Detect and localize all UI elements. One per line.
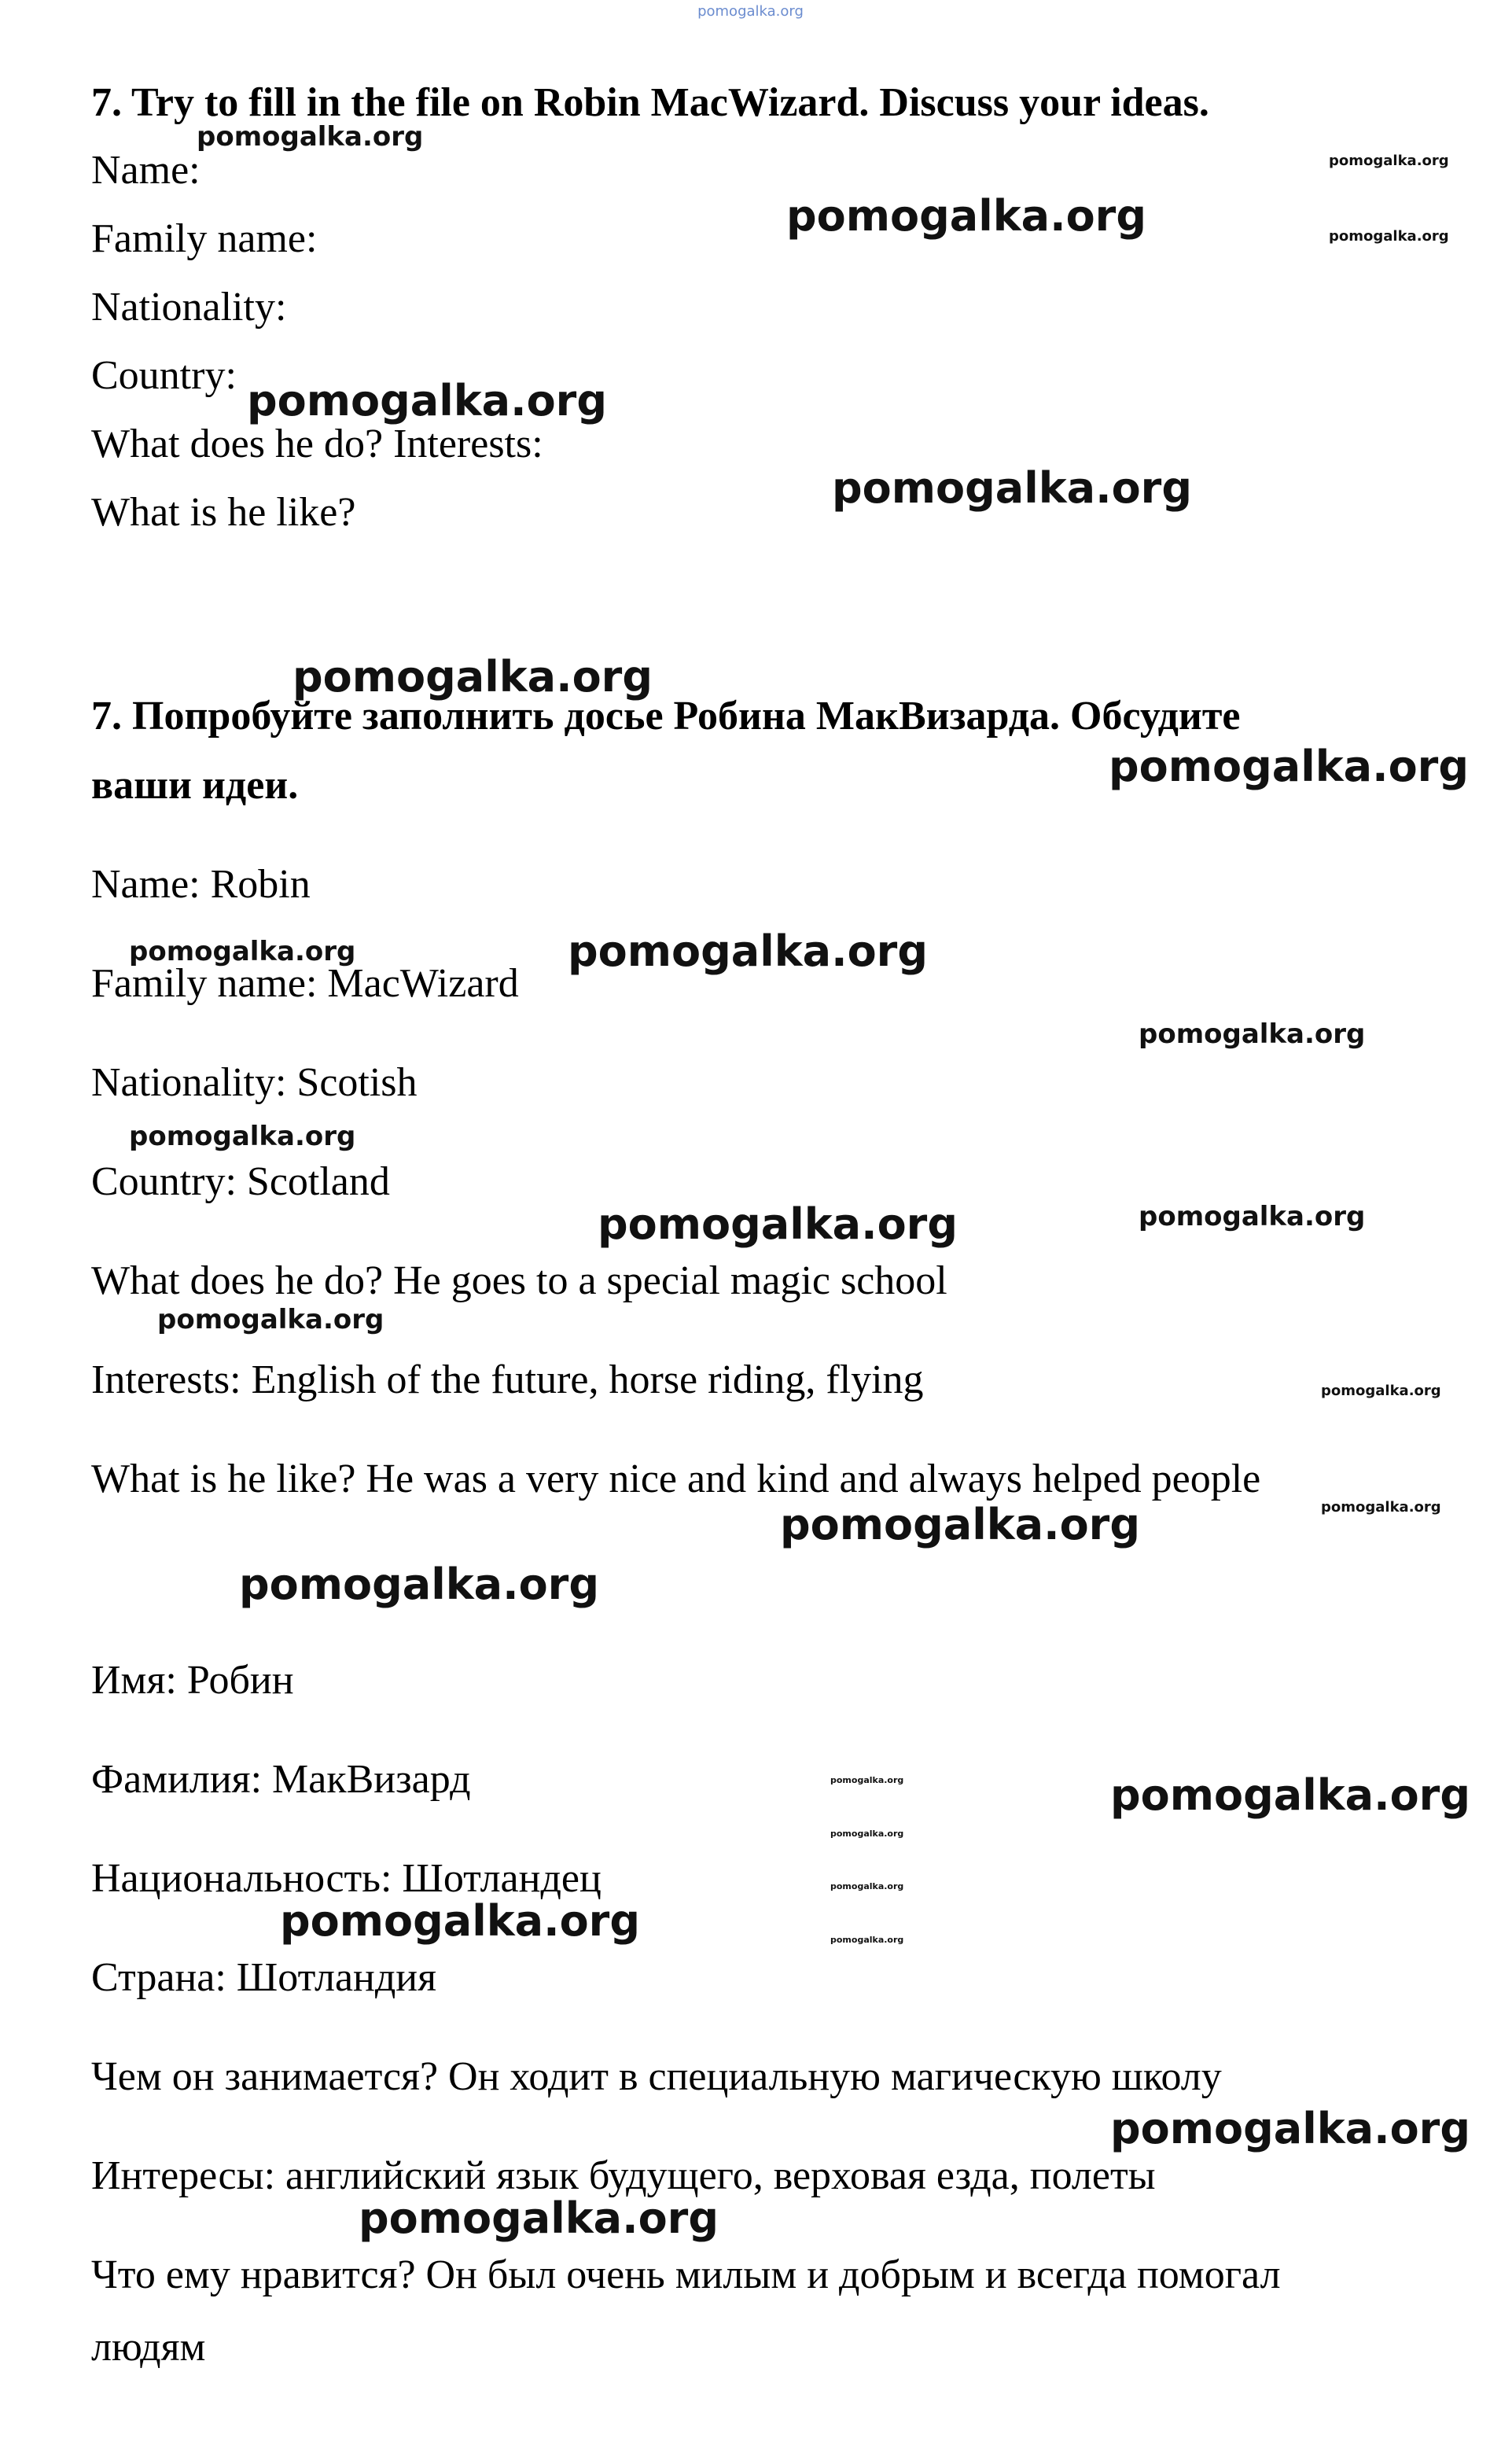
field-what-does-he-do: What does he do? Interests: <box>91 422 543 466</box>
answer-ru-line: Фамилия: МакВизард <box>91 1757 471 1802</box>
watermark: pomogalka.org <box>1109 742 1469 791</box>
watermark: pomogalka.org <box>786 191 1146 241</box>
watermark: pomogalka.org <box>1329 153 1449 169</box>
watermark: pomogalka.org <box>830 1775 904 1785</box>
answer-ru-line: Национальность: Шотландец <box>91 1856 602 1901</box>
answer-ru-line: Что ему нравится? Он был очень милым и добрым и всегда помогал <box>91 2252 1281 2297</box>
answer-en-line: Country: Scotland <box>91 1159 390 1204</box>
watermark: pomogalka.org <box>1139 1201 1366 1232</box>
watermark: pomogalka.org <box>157 1304 384 1335</box>
answer-en-line: What is he like? He was a very nice and kind and always helped people <box>91 1457 1261 1501</box>
answer-ru-line: людям <box>91 2325 206 2370</box>
answer-en-line: Nationality: Scotish <box>91 1060 418 1105</box>
watermark: pomogalka.org <box>830 1881 904 1891</box>
watermark: pomogalka.org <box>1329 228 1449 245</box>
watermark: pomogalka.org <box>830 1935 904 1945</box>
watermark: pomogalka.org <box>1321 1383 1441 1399</box>
watermark: pomogalka.org <box>359 2193 719 2243</box>
watermark: pomogalka.org <box>239 1560 599 1609</box>
watermark: pomogalka.org <box>832 463 1192 513</box>
answer-en-line: Interests: English of the future, horse riding, flying <box>91 1357 924 1402</box>
task-heading-en: 7. Try to fill in the file on Robin MacWizard. Discuss your ideas. <box>91 80 1209 125</box>
watermark: pomogalka.org <box>292 652 653 702</box>
field-nationality: Nationality: <box>91 285 287 330</box>
watermark: pomogalka.org <box>247 376 607 425</box>
watermark: pomogalka.org <box>1110 1770 1470 1820</box>
watermark: pomogalka.org <box>830 1829 904 1839</box>
answer-en-line: Name: Robin <box>91 862 311 907</box>
watermark: pomogalka.org <box>129 1121 356 1152</box>
answer-ru-line: Чем он занимается? Он ходит в специальную магическую школу <box>91 2054 1222 2099</box>
watermark: pomogalka.org <box>780 1500 1140 1549</box>
watermark: pomogalka.org <box>1321 1499 1441 1516</box>
watermark: pomogalka.org <box>1139 1018 1366 1050</box>
watermark: pomogalka.org <box>197 121 424 153</box>
answer-ru-line: Страна: Шотландия <box>91 1955 437 2000</box>
field-what-is-he-like: What is he like? <box>91 490 356 535</box>
task-heading-ru-line1: 7. Попробуйте заполнить досье Робина МакВизарда. Обсудите <box>91 694 1241 738</box>
field-country: Country: <box>91 353 237 398</box>
watermark: pomogalka.org <box>1110 2104 1470 2153</box>
watermark: pomogalka.org <box>280 1896 640 1946</box>
answer-ru-line: Имя: Робин <box>91 1658 294 1703</box>
answer-en-line: What does he do? He goes to a special magic school <box>91 1258 947 1303</box>
field-family-name: Family name: <box>91 216 318 261</box>
task-heading-ru-line2: ваши идеи. <box>91 763 299 808</box>
site-header-mark: pomogalka.org <box>697 3 804 20</box>
answer-en-line: Family name: MacWizard <box>91 961 519 1006</box>
watermark: pomogalka.org <box>129 936 356 967</box>
watermark: pomogalka.org <box>598 1199 958 1249</box>
field-name: Name: <box>91 148 201 193</box>
answer-ru-line: Интересы: английский язык будущего, верховая езда, полеты <box>91 2153 1156 2198</box>
watermark: pomogalka.org <box>568 926 928 976</box>
